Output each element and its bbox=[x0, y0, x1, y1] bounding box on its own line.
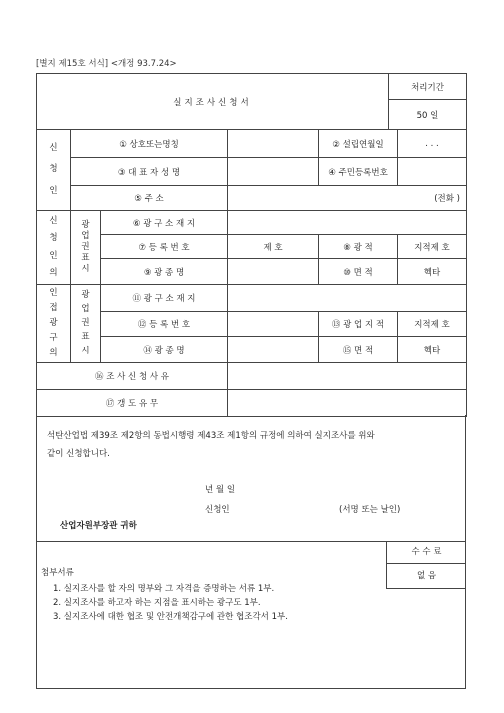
tunnel-field[interactable] bbox=[228, 390, 467, 417]
reason-field[interactable] bbox=[228, 363, 467, 390]
address-field[interactable] bbox=[228, 186, 467, 211]
adjacent-cadastre-label: ⑬ 광 업 지 적 bbox=[319, 312, 398, 337]
attachment-item: 2. 실지조사를 하고자 하는 지점을 표시하는 광구도 1부. bbox=[53, 598, 261, 608]
mine-location-field[interactable] bbox=[228, 211, 467, 235]
applicant-signature-label: 신청인 bbox=[205, 505, 230, 515]
applicant-section-label: 신 청 인 bbox=[37, 130, 71, 211]
applicant-mine-inner-label: 광 업 권 표 시 bbox=[71, 211, 101, 285]
registration-number-label: ⑦ 등 록 번 호 bbox=[101, 235, 228, 259]
founding-date-field[interactable]: . . . bbox=[398, 130, 467, 158]
declaration-box bbox=[36, 415, 466, 542]
adjacent-location-label: ⑪ 광 구 소 재 지 bbox=[101, 285, 228, 312]
cadastre-label: ⑧ 광 적 bbox=[319, 235, 398, 259]
fee-label: 수 수 료 bbox=[387, 541, 466, 564]
adjacent-mine-inner-label: 광 업 권 표 시 bbox=[71, 285, 101, 363]
adjacent-mine-outer-label: 인 접 광 구 의 bbox=[37, 285, 71, 363]
company-name-label: ① 상호또는명칭 bbox=[71, 130, 228, 158]
declaration-line1: 석탄산업법 제39조 제2항의 동법시행령 제43조 제1항의 규정에 의하여 실지조사를 위와 bbox=[47, 431, 375, 441]
representative-label: ③ 대 표 자 성 명 bbox=[71, 158, 228, 186]
adjacent-registration-field[interactable] bbox=[228, 312, 319, 337]
adjacent-cadastre-field[interactable]: 지적제 호 bbox=[398, 312, 467, 337]
fee-box bbox=[386, 541, 466, 589]
registration-number-field[interactable]: 제 호 bbox=[228, 235, 319, 259]
area-label: ⑩ 면 적 bbox=[319, 259, 398, 285]
representative-field[interactable] bbox=[228, 158, 319, 186]
adjacent-registration-label: ⑫ 등 록 번 호 bbox=[101, 312, 228, 337]
resident-number-label: ④ 주민등록번호 bbox=[319, 158, 398, 186]
attachment-item: 1. 실지조사를 할 자의 명부와 그 자격을 증명하는 서류 1부. bbox=[53, 584, 275, 594]
processing-label: 처리기간 bbox=[389, 74, 467, 100]
mineral-type-label: ⑨ 광 종 명 bbox=[101, 259, 228, 285]
attachments-box bbox=[36, 541, 466, 689]
tunnel-label: ⑰ 갱 도 유 무 bbox=[37, 390, 228, 417]
processing-value: 50 일 bbox=[389, 100, 467, 130]
adjacent-location-field[interactable] bbox=[228, 285, 467, 312]
declaration-line2: 같이 신청합니다. bbox=[47, 449, 110, 459]
reason-label: ⑯ 조 사 신 청 사 유 bbox=[37, 363, 228, 390]
fee-value: 없 음 bbox=[416, 571, 437, 581]
founding-date-label: ② 설립연월일 bbox=[319, 130, 398, 158]
adjacent-mineral-type-field[interactable] bbox=[228, 337, 319, 363]
adjacent-mineral-type-label: ⑭ 광 종 명 bbox=[101, 337, 228, 363]
date-line[interactable]: 년 월 일 bbox=[205, 485, 236, 495]
form-label: [별지 제15호 서식] <개정 93.7.24> bbox=[36, 59, 177, 69]
resident-number-field[interactable] bbox=[398, 158, 467, 186]
recipient: 산업자원부장관 귀하 bbox=[60, 521, 137, 531]
adjacent-area-label: ⑮ 면 적 bbox=[319, 337, 398, 363]
main-form-table bbox=[36, 129, 467, 417]
mineral-type-field[interactable] bbox=[228, 259, 319, 285]
title-table bbox=[36, 73, 467, 130]
phone-label: (전화 ) bbox=[434, 194, 460, 204]
mine-location-label: ⑥ 광 구 소 재 지 bbox=[101, 211, 228, 235]
area-field[interactable]: 헥타 bbox=[398, 259, 467, 285]
attachment-item: 3. 실지조사에 대한 협조 및 안전개책감구에 관한 협조각서 1부. bbox=[53, 612, 288, 622]
company-name-field[interactable] bbox=[228, 130, 319, 158]
form-title: 실지조사신청서 bbox=[37, 74, 389, 130]
cadastre-field[interactable]: 지적제 호 bbox=[398, 235, 467, 259]
sign-label: (서명 또는 날인) bbox=[339, 505, 401, 515]
attachments-heading: 첨부서류 bbox=[41, 568, 74, 578]
address-label: ⑤ 주 소 bbox=[71, 186, 228, 211]
applicant-mine-outer-label: 신 청 인 의 bbox=[37, 211, 71, 285]
adjacent-area-field[interactable]: 헥타 bbox=[398, 337, 467, 363]
